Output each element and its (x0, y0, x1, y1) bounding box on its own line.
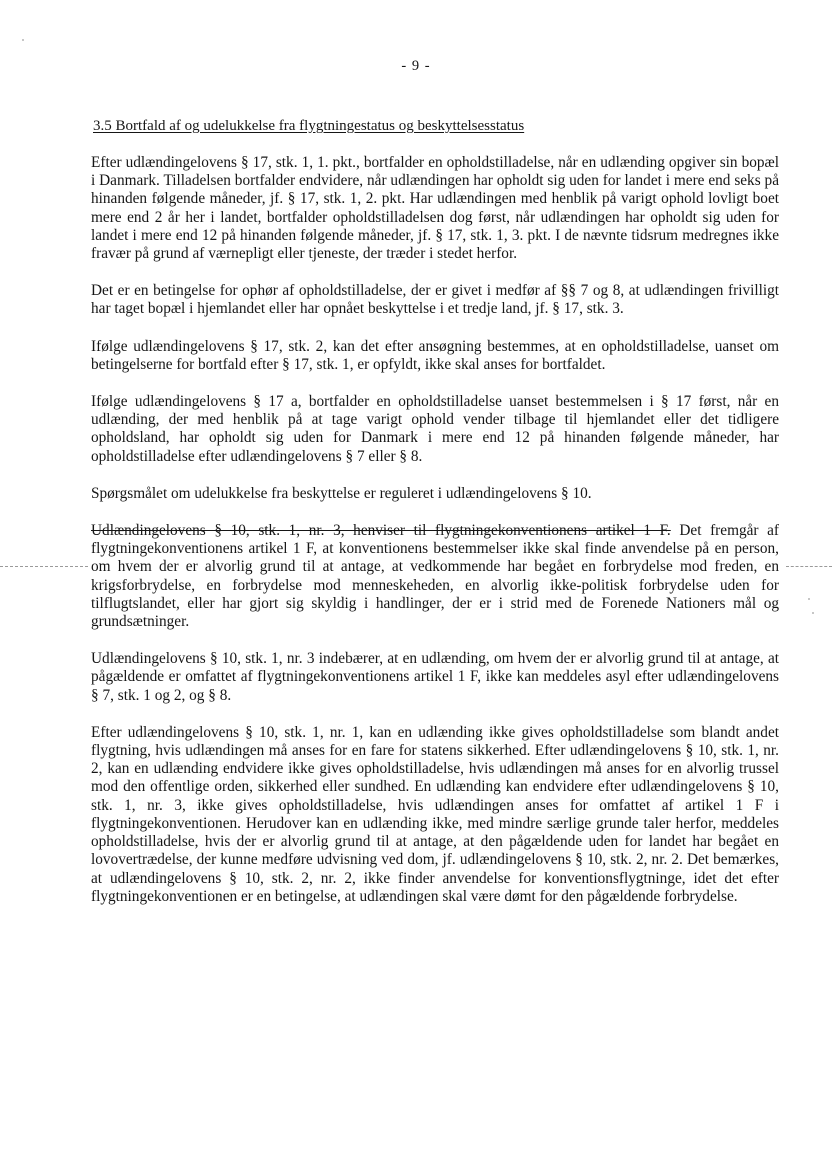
document-body (91, 154, 779, 925)
scan-fold-line-left (0, 566, 88, 567)
section-heading: 3.5 Bortfald af og udelukkelse fra flygtningestatus og beskyttelsesstatus (93, 118, 525, 134)
scan-fold-line-right (786, 566, 832, 567)
paragraph-2: Det er en betingelse for ophør af opholdstilladelse, der er givet i medfør af §§ 7 og 8, at udlændingen frivilligt har taget bopæl i hjemlandet eller har opnået beskyttelse i et tredje land, jf. § 17, stk. 3. (91, 282, 779, 318)
paragraph-3: Ifølge udlændingelovens § 17, stk. 2, kan det efter ansøgning bestemmes, at en opholdstilladelse, uanset om betingelserne for bortfald efter § 17, stk. 1, er opfyldt, ikke skal anses for bortfaldet. (91, 337, 779, 373)
paragraph-1: Efter udlændingelovens § 17, stk. 1, 1. pkt., bortfalder en opholdstilladelse, når en udlænding opgiver sin bopæl i Danmark. Tilladelsen bortfalder endvidere, når udlændingen har opholdt sig uden for landet i mere end seks på hinanden følgende måneder, jf. § 17, stk. 1, 2. pkt. Har udlændingen med henblik på varigt ophold lovligt boet mere end 2 år her i landet, bortfalder opholdstilladelsen dog først, når udlændingen har opholdt sig uden for landet i mere end 12 på hinanden følgende måneder, jf. § 17, stk. 1, 3. pkt. I de nævnte tidsrum medregnes ikke fravær på grund af værnepligt eller tjeneste, der træder i stedet herfor. (91, 154, 779, 263)
page-number: - 9 - (401, 58, 431, 74)
scan-speck (22, 39, 24, 41)
paragraph-7: Udlændingelovens § 10, stk. 1, nr. 3 indebærer, at en udlænding, om hvem der er alvorlig grund til at antage, at pågældende er omfattet af flygtningekonventionens artikel 1 F, ikke kan meddeles asyl efter udlændingelovens § 7, stk. 1 og 2, og § 8. (91, 650, 779, 704)
scan-speck (812, 612, 814, 614)
paragraph-8: Efter udlændingelovens § 10, stk. 1, nr. 1, kan en udlænding ikke gives opholdstilladelse som blandt andet flygtning, hvis udlændingen må anses for en fare for statens sikkerhed. Efter udlændingelovens § 10, stk. 1, nr. 2, kan en udlænding endvidere ikke gives opholdstilladelse, hvis udlændingen må anses for en alvorlig trussel mod den offentlige orden, sikkerhed eller sundhed. En udlænding kan endvidere efter udlændingelovens § 10, stk. 1, nr. 3, ikke gives opholdstilladelse, hvis udlændingen anses for omfattet af artikel 1 F i flygtningekonventionen. Herudover kan en udlænding ikke, med mindre særlige grunde taler herfor, meddeles opholdstilladelse, hvis der er alvorlig grund til at antage, at den pågældende uden for landet har begået en lovovertrædelse, der kunne medføre udvisning ved dom, jf. udlændingelovens § 10, stk. 2, nr. 2. Det bemærkes, at udlændingelovens § 10, stk. 2, nr. 2, ikke finder anvendelse for konventionsflygtninge, idet det efter flygtningekonventionen er en betingelse, at udlændingen skal være dømt for den pågældende forbrydelse. (91, 723, 779, 905)
paragraph-5: Spørgsmålet om udelukkelse fra beskyttelse er reguleret i udlændingelovens § 10. (91, 484, 592, 502)
struck-text: Udlændingelovens § 10, stk. 1, nr. 3, henviser til flygtningekonventionens artikel 1 F. (91, 522, 671, 540)
paragraph-4: Ifølge udlændingelovens § 17 a, bortfalder en opholdstilladelse uanset bestemmelsen i § 17 først, når en udlænding, der med henblik på at tage varigt ophold vender tilbage til hjemlandet eller det tidligere opholdsland, har opholdt sig uden for Danmark i mere end 12 på hinanden følgende måneder, har opholdstilladelse efter udlændingelovens § 7 eller § 8. (91, 393, 779, 465)
scan-speck (808, 598, 810, 600)
paragraph-6: Udlændingelovens § 10, stk. 1, nr. 3, henviser til flygtningekonventionens artikel 1 F. Det fremgår af flygtningekonventionens artikel 1 F, at konventionens bestemmelser ikke skal finde anvendelse på en person, om hvem der er alvorlig grund til at antage, at vedkommende har begået en forbrydelse mod freden, en krigsforbrydelse, en forbrydelse mod menneskeheden, en alvorlig ikke-politisk forbrydelse uden for tilflugtslandet, eller har gjort sig skyldig i handlinger, der er i strid med de Forenede Nationers mål og grundsætninger. (91, 522, 780, 631)
